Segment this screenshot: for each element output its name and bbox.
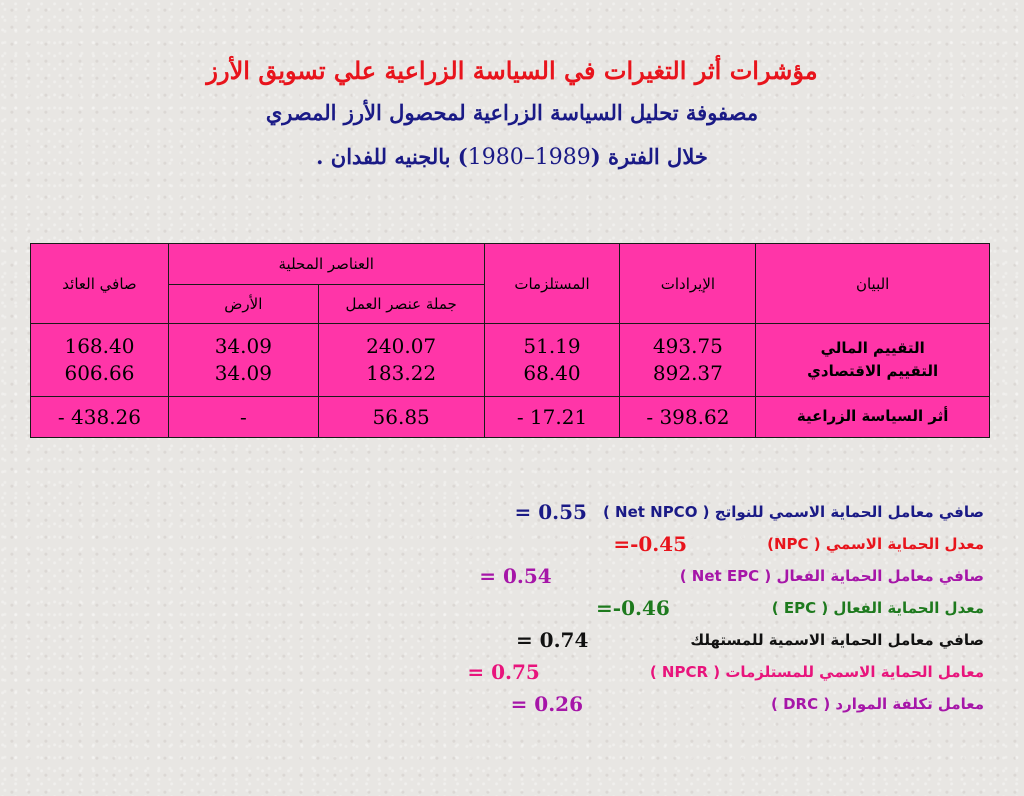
policy-land: - bbox=[239, 404, 247, 429]
revenues-cell bbox=[620, 324, 756, 397]
coefficient-line bbox=[384, 624, 984, 656]
header-domestic-factors: العناصر المحلية bbox=[168, 244, 484, 285]
financial-revenues: 493.75 bbox=[652, 334, 723, 358]
period-suffix: ) بالجنيه للفدان . bbox=[316, 144, 468, 169]
policy-inputs: - 17.21 bbox=[516, 404, 588, 429]
header-net-return: صافي العائد bbox=[31, 244, 169, 324]
coefficient-value: = 0.54 bbox=[479, 564, 552, 588]
policy-inputs-cell bbox=[484, 397, 620, 438]
header-labor: جملة عنصر العمل bbox=[318, 285, 484, 324]
economic-revenues: 892.37 bbox=[652, 361, 723, 385]
policy-label-cell bbox=[756, 397, 990, 438]
economic-inputs: 68.40 bbox=[523, 361, 581, 385]
financial-label: التقييم المالي bbox=[820, 338, 925, 357]
slide-subtitle: مصفوفة تحليل السياسة الزراعية لمحصول الأرز المصري bbox=[265, 100, 759, 125]
coefficient-line bbox=[384, 688, 984, 720]
coefficient-line bbox=[384, 592, 984, 624]
economic-net: 606.66 bbox=[64, 361, 135, 385]
coefficient-label: صافي معامل الحماية الاسمية للمستهلك bbox=[690, 631, 984, 649]
policy-labor: 56.85 bbox=[372, 404, 430, 429]
coefficient-label: معامل تكلفة الموارد ( DRC ) bbox=[771, 695, 984, 713]
coefficient-label: صافي معامل الحماية الفعال ( Net EPC ) bbox=[679, 567, 984, 585]
policy-revenues: - 398.62 bbox=[646, 404, 730, 429]
period-prefix: خلال الفترة ( bbox=[590, 144, 708, 169]
coefficient-line bbox=[384, 656, 984, 688]
coefficient-label: معدل الحماية الفعال ( EPC ) bbox=[771, 599, 984, 617]
valuation-row bbox=[31, 324, 990, 397]
header-inputs: المستلزمات bbox=[484, 244, 620, 324]
financial-net: 168.40 bbox=[64, 334, 135, 358]
policy-net: - 438.26 bbox=[57, 404, 142, 429]
policy-label: أثر السياسة الزراعية bbox=[796, 407, 949, 426]
period-years: 1980–1989 bbox=[467, 145, 591, 170]
policy-net-cell bbox=[31, 397, 169, 438]
slide-title: مؤشرات أثر التغيرات في السياسة الزراعية علي تسويق الأرز bbox=[206, 56, 818, 85]
net-cell bbox=[31, 324, 169, 397]
valuation-labels bbox=[756, 324, 990, 397]
coefficient-line bbox=[384, 528, 984, 560]
policy-analysis-matrix bbox=[30, 243, 990, 438]
policy-labor-cell bbox=[318, 397, 484, 438]
coefficient-value: = 0.75 bbox=[467, 660, 540, 684]
coefficient-value: = 0.74 bbox=[515, 628, 589, 652]
coefficient-line bbox=[384, 496, 984, 528]
header-land: الأرض bbox=[168, 285, 318, 324]
economic-land: 34.09 bbox=[214, 361, 272, 385]
coefficient-line bbox=[384, 560, 984, 592]
coefficient-label: صافي معامل الحماية الاسمي للنواتج ( Net NPCO ) bbox=[602, 503, 984, 521]
economic-labor: 183.22 bbox=[366, 361, 437, 385]
land-cell bbox=[168, 324, 318, 397]
economic-label: التقييم الاقتصادي bbox=[807, 362, 939, 380]
coefficient-value: =-0.45 bbox=[613, 532, 688, 556]
policy-revenues-cell bbox=[620, 397, 756, 438]
financial-labor: 240.07 bbox=[366, 334, 437, 358]
coefficient-label: معدل الحماية الاسمي ( NPC) bbox=[767, 535, 984, 553]
policy-land-cell bbox=[168, 397, 318, 438]
financial-land: 34.09 bbox=[214, 334, 272, 358]
coefficient-value: = 0.26 bbox=[510, 692, 584, 716]
labor-cell bbox=[318, 324, 484, 397]
header-statement: البيان bbox=[756, 244, 990, 324]
coefficient-list bbox=[384, 496, 984, 720]
header-revenues: الإيرادات bbox=[620, 244, 756, 324]
period-line bbox=[0, 144, 1024, 170]
financial-inputs: 51.19 bbox=[523, 334, 581, 358]
inputs-cell bbox=[484, 324, 620, 397]
coefficient-label: معامل الحماية الاسمي للمستلزمات ( NPCR ) bbox=[649, 663, 984, 681]
coefficient-value: =-0.46 bbox=[596, 596, 670, 620]
policy-effect-row bbox=[31, 397, 990, 438]
coefficient-value: = 0.55 bbox=[514, 500, 587, 524]
header-row bbox=[31, 244, 990, 285]
